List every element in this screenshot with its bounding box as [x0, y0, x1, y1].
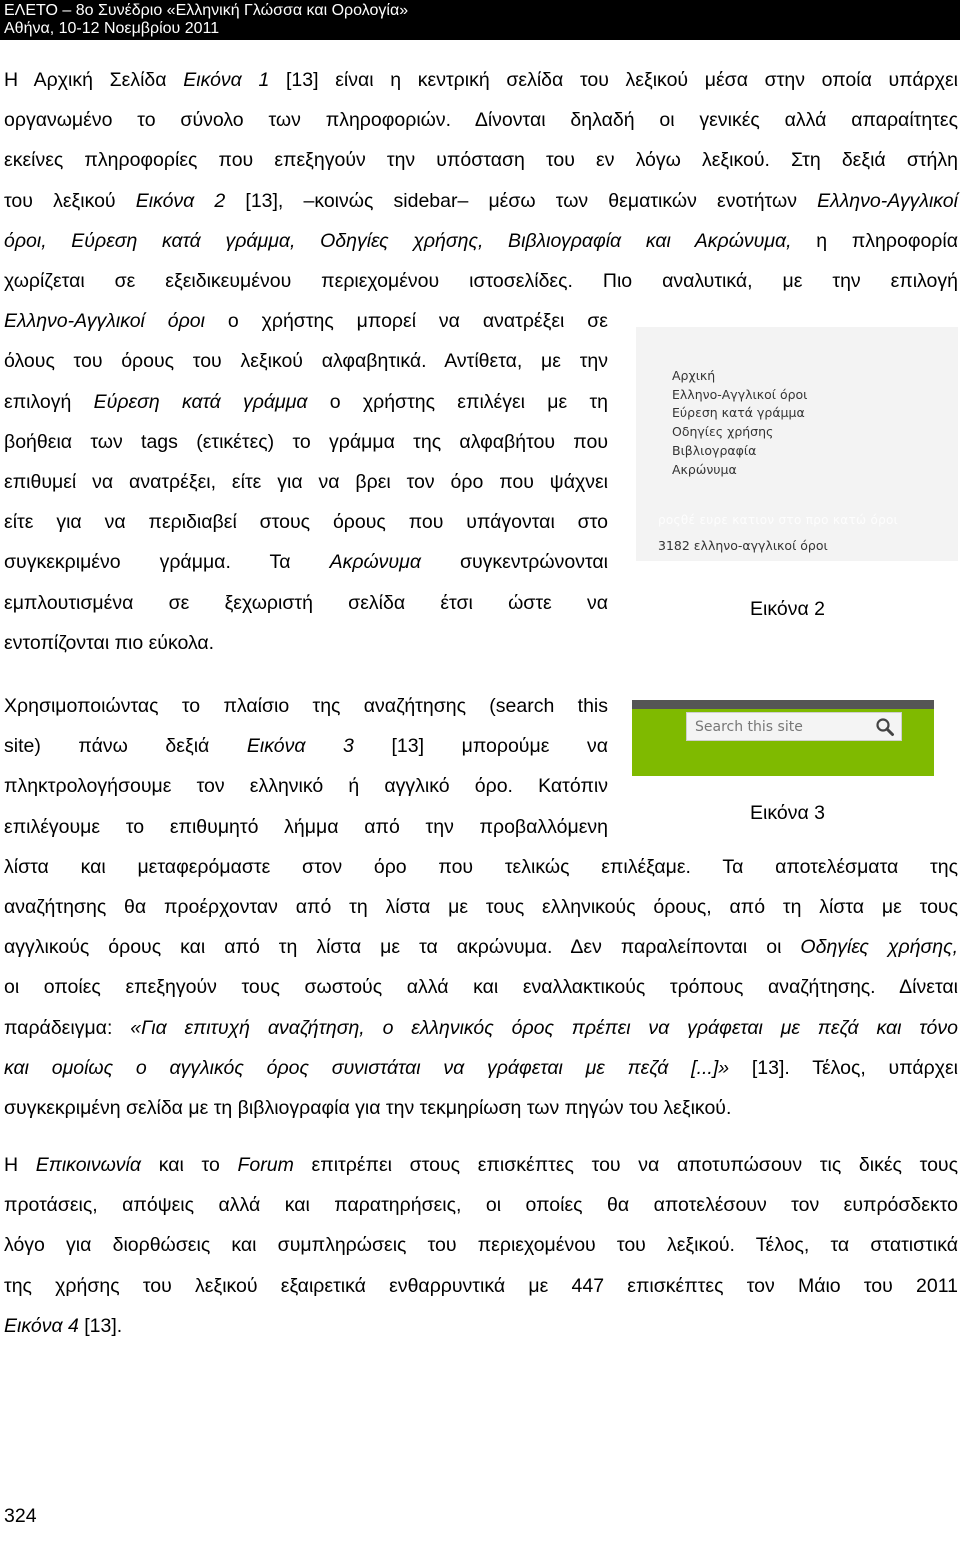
header-conference: ΕΛΕΤΟ – 8ο Συνέδριο «Ελληνική Γλώσσα και Ορολογία»	[4, 2, 409, 19]
text-line: του λεξικού Εικόνα 2 [13], –κοινώς sidebar– μέσω των θεματικών ενοτήτων Ελληνο-Αγγλικοί	[4, 189, 958, 212]
figure-2-sidebar-screenshot	[636, 327, 958, 561]
text-line: αγγλικούς όρους και από τη λίστα με τα ακρώνυμα. Δεν παραλείπονται οι Οδηγίες χρήσης,	[4, 936, 959, 959]
text-line: Εικόνα 4 [13].	[4, 1314, 123, 1337]
text-line: όροι, Εύρεση κατά γράμμα, Οδηγίες χρήσης, Βιβλιογραφία και Ακρώνυμα, η πληροφορία	[4, 229, 959, 252]
text-line: λόγο για διορθώσεις και συμπληρώσεις του περιεχομένου του λεξικού. Τέλος, τα στατιστικά	[4, 1234, 958, 1257]
text-line: της χρήσης του λεξικού εξαιρετικά ενθαρρυντικά με 447 επισκέπτες τον Μάιο του 2011	[4, 1274, 958, 1297]
figure-2-caption: Εικόνα 2	[750, 598, 825, 620]
text-line: επιλέγουμε το επιθυμητό λήμμα από την προβαλλόμενη	[4, 815, 608, 838]
text-line: επιλογή Εύρεση κατά γράμμα ο χρήστης επιλέγει με τη	[4, 390, 608, 413]
text-line: εκείνες πληροφορίες που επεξηγούν την υπόσταση του εν λόγω λεξικού. Στη δεξιά στήλη	[4, 149, 958, 172]
text-line: επιθυμεί να ανατρέξει, είτε για να βρει τον όρο που ψάχνει	[4, 471, 608, 494]
text-line: Η Επικοινωνία και το Forum επιτρέπει στους επισκέπτες του να αποτυπώσουν τις δικές τους	[4, 1154, 958, 1176]
text-line: αναζήτησης θα προέρχονταν από τη λίστα με τους ελληνικούς όρους, από τη λίστα με τους	[4, 896, 958, 919]
sidebar-item-user-guide: Οδηγίες χρήσης	[672, 424, 774, 440]
sidebar-item-home: Αρχική	[672, 368, 716, 383]
terms-count: 3182 ελληνο-αγγλικοί όροι	[658, 538, 828, 553]
sidebar-item-bibliography: Βιβλιογραφία	[672, 442, 757, 458]
page-number: 324	[4, 1505, 37, 1527]
text-line: συγκεκριμένη σελίδα με τη βιβλιογραφία για την τεκμηρίωση των πηγών του λεξικού.	[4, 1097, 732, 1120]
text-line: Η Αρχική Σελίδα Εικόνα 1 [13] είναι η κεντρική σελίδα του λεξικού μέσα στην οποία υπάρχει	[4, 69, 958, 91]
top-bar	[632, 700, 934, 709]
figure-3-search-screenshot	[632, 700, 934, 776]
text-line: είτε για να περιδιαβεί στους όρους που υπάγονται στο	[4, 511, 608, 534]
text-line: οι οποίες επεξηγούν τους σωστούς αλλά και εναλλακτικούς τρόπους αναζήτησης. Δίνεται	[4, 976, 958, 999]
sidebar-menu	[672, 367, 807, 479]
search-input	[686, 712, 902, 741]
search-placeholder: Search this site	[695, 719, 803, 735]
text-line: εμπλουτισμένα σε ξεχωριστή σελίδα έτσι ώστε να	[4, 591, 608, 614]
text-line: εντοπίζονται πιο εύκολα.	[4, 631, 215, 654]
text-line: προτάσεις, απόψεις αλλά και παρατηρήσεις, οι οποίες θα αποτελέσουν τον ευπρόσδεκτο	[4, 1194, 958, 1217]
text-line: και ομοίως ο αγγλικός όρος συνιστάται να γράφεται με πεζά [...]» [13]. Τέλος, υπάρχει	[4, 1056, 958, 1079]
text-line: παράδειγμα: «Για επιτυχή αναζήτηση, ο ελληνικός όρος πρέπει να γράφεται με πεζά και τόνο	[4, 1016, 958, 1039]
text-line: οργανωμένο το σύνολο των πληροφοριών. Δίνονται δηλαδή οι γενικές αλλά απαραίτητες	[4, 109, 958, 132]
text-line: βοήθεια των tags (ετικέτες) το γράμμα της αλφαβήτου που	[4, 430, 608, 453]
figure-3-caption: Εικόνα 3	[750, 802, 825, 824]
header-date: Αθήνα, 10-12 Νοεμβρίου 2011	[4, 20, 220, 37]
faded-text: ροςθέ ευρε κατιον στο προ κατώ όροι	[658, 513, 899, 527]
running-header	[0, 0, 960, 40]
search-icon	[875, 717, 895, 737]
text-line: πληκτρολογήσουμε τον ελληνικό ή αγγλικό όρο. Κατόπιν	[4, 775, 608, 798]
sidebar-item-search-by-letter: Εύρεση κατά γράμμα	[672, 405, 805, 421]
text-line: Ελληνο-Αγγλικοί όροι ο χρήστης μπορεί να ανατρέξει σε	[4, 310, 608, 333]
sidebar-item-greek-english-terms: Ελληνο-Αγγλικοί όροι	[672, 386, 808, 402]
sidebar-item-acronyms: Ακρώνυμα	[672, 461, 737, 477]
text-line: χωρίζεται σε εξειδικευμένου περιεχομένου ιστοσελίδες. Πιο αναλυτικά, με την επιλογή	[4, 270, 958, 293]
paragraph-contact	[4, 1145, 958, 1346]
text-line: συγκεκριμένο γράμμα. Τα Ακρώνυμα συγκεντρώνονται	[4, 551, 608, 574]
text-line: όλους του όρους του λεξικού αλφαβητικά. Αντίθετα, με την	[4, 350, 608, 373]
text-line: site) πάνω δεξιά Εικόνα 3 [13] μπορούμε να	[4, 735, 608, 758]
text-line: λίστα και μεταφερόμαστε στον όρο που τελικώς επιλέξαμε. Τα αποτελέσματα της	[4, 855, 958, 878]
text-line: Χρησιμοποιώντας το πλαίσιο της αναζήτησης (search this	[4, 695, 608, 717]
